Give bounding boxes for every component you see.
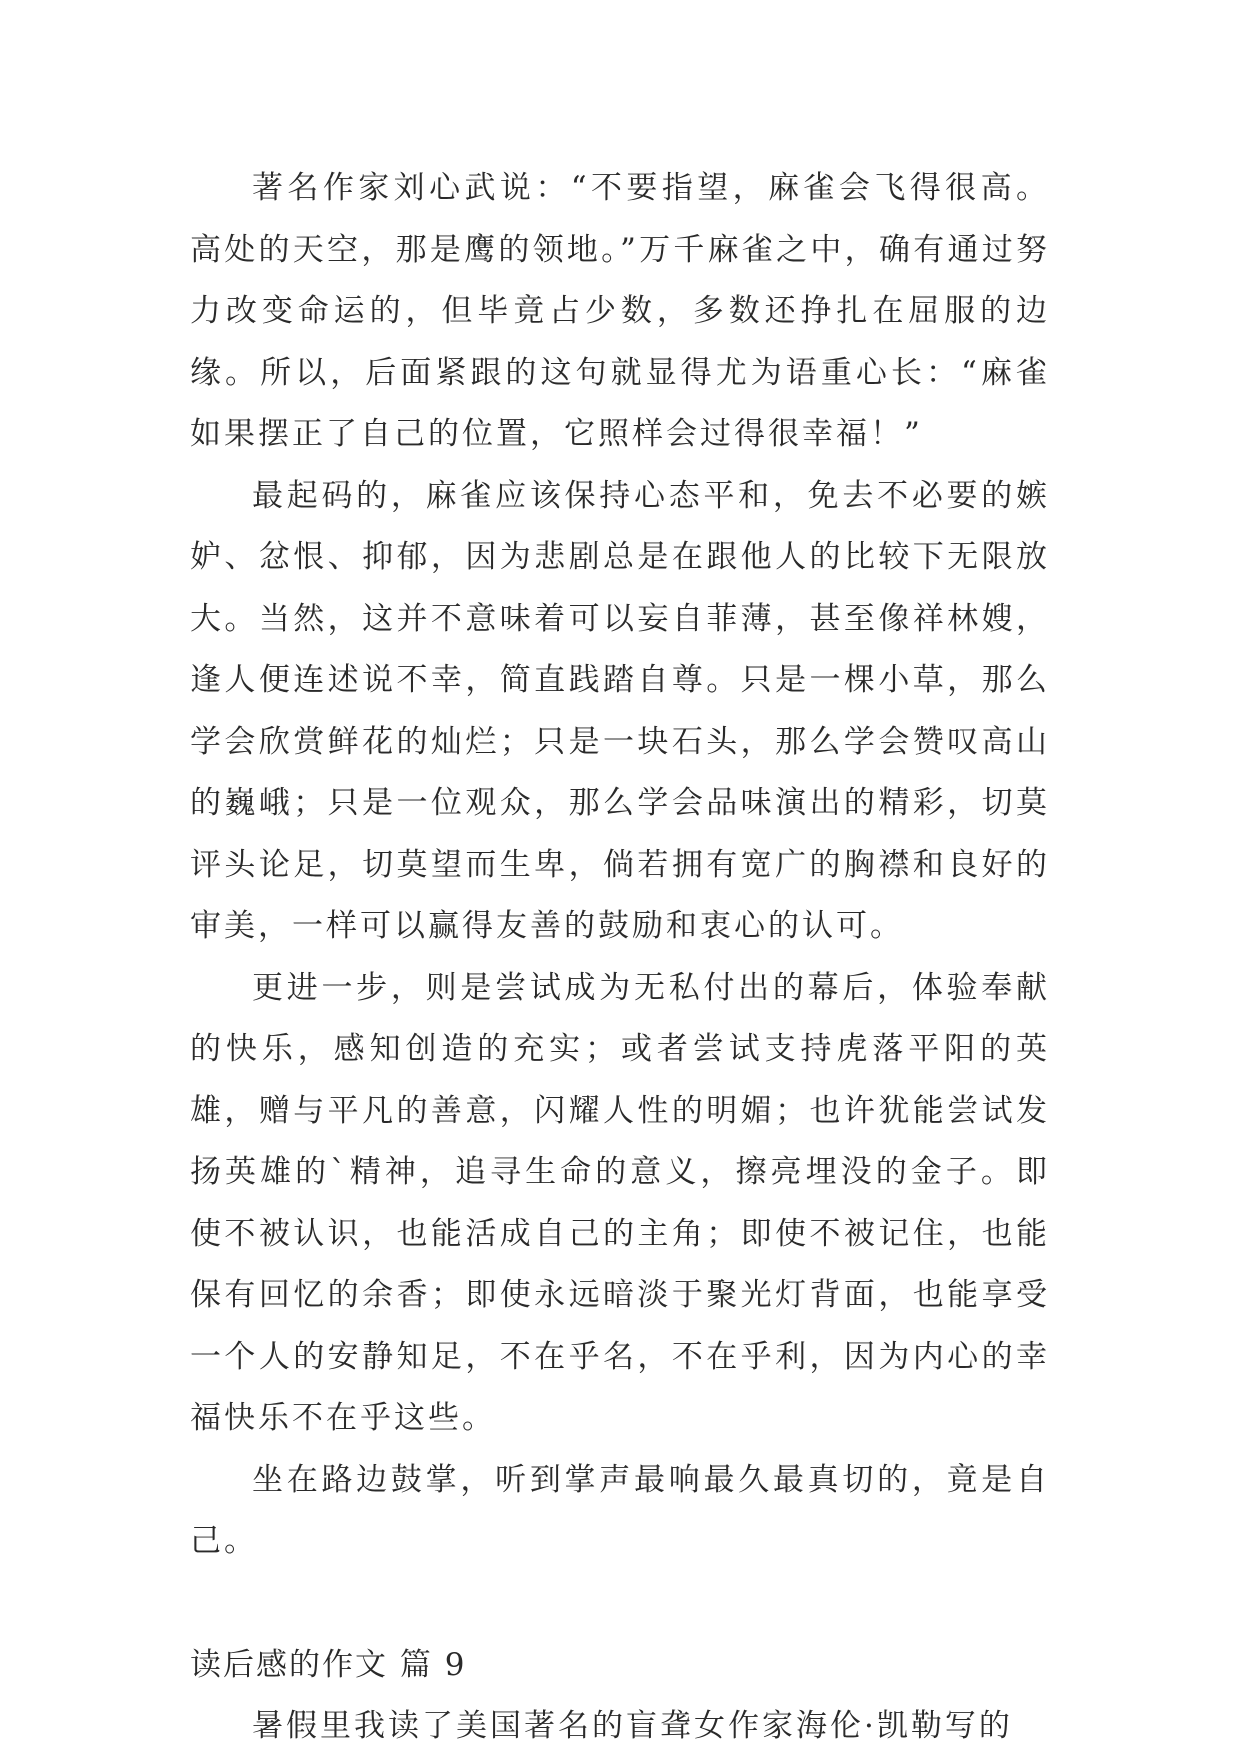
paragraph: 暑假里我读了美国著名的盲聋女作家海伦·凯勒写的	[252, 1708, 1013, 1744]
paragraph: 坐在路边鼓掌，听到掌声最响最久最真切的，竟是自己。	[190, 1461, 1050, 1559]
paragraph: 更进一步，则是尝试成为无私付出的幕后，体验奉献的快乐，感知创造的充实；或者尝试支持虎落平阳的英雄，赠与平凡的善意，闪耀人性的明媚；也许犹能尝试发扬英雄的`精神，追寻生命的意义，擦亮埋没的金子。即使不被认识，也能活成自己的主角；即使不被记住，也能保有回忆的余香；即使永远暗淡于聚光灯背面，也能享受一个人的安静知足，不在乎名，不在乎利，因为内心的幸福快乐不在乎这些。	[190, 969, 1050, 1436]
paragraph: 最起码的，麻雀应该保持心态平和，免去不必要的嫉妒、忿恨、抑郁，因为悲剧总是在跟他人的比较下无限放大。当然，这并不意味着可以妄自菲薄，甚至像祥林嫂，逢人便连述说不幸，简直践踏自尊。只是一棵小草，那么学会欣赏鲜花的灿烂；只是一块石头，那么学会赞叹高山的巍峨；只是一位观众，那么学会品味演出的精彩，切莫评头论足，切莫望而生卑，倘若拥有宽广的胸襟和良好的审美，一样可以赢得友善的鼓励和衷心的认可。	[190, 477, 1050, 944]
paragraph: 著名作家刘心武说：“不要指望，麻雀会飞得很高。高处的天空，那是鹰的领地。”万千麻雀之中，确有通过努力改变命运的，但毕竟占少数，多数还挣扎在屈服的边缘。所以，后面紧跟的这句就显得尤为语重心长：“麻雀如果摆正了自己的位置，它照样会过得很幸福！”	[190, 170, 1050, 452]
section-title: 读后感的作文 篇 9	[190, 1646, 467, 1683]
document-body	[190, 158, 1050, 1758]
